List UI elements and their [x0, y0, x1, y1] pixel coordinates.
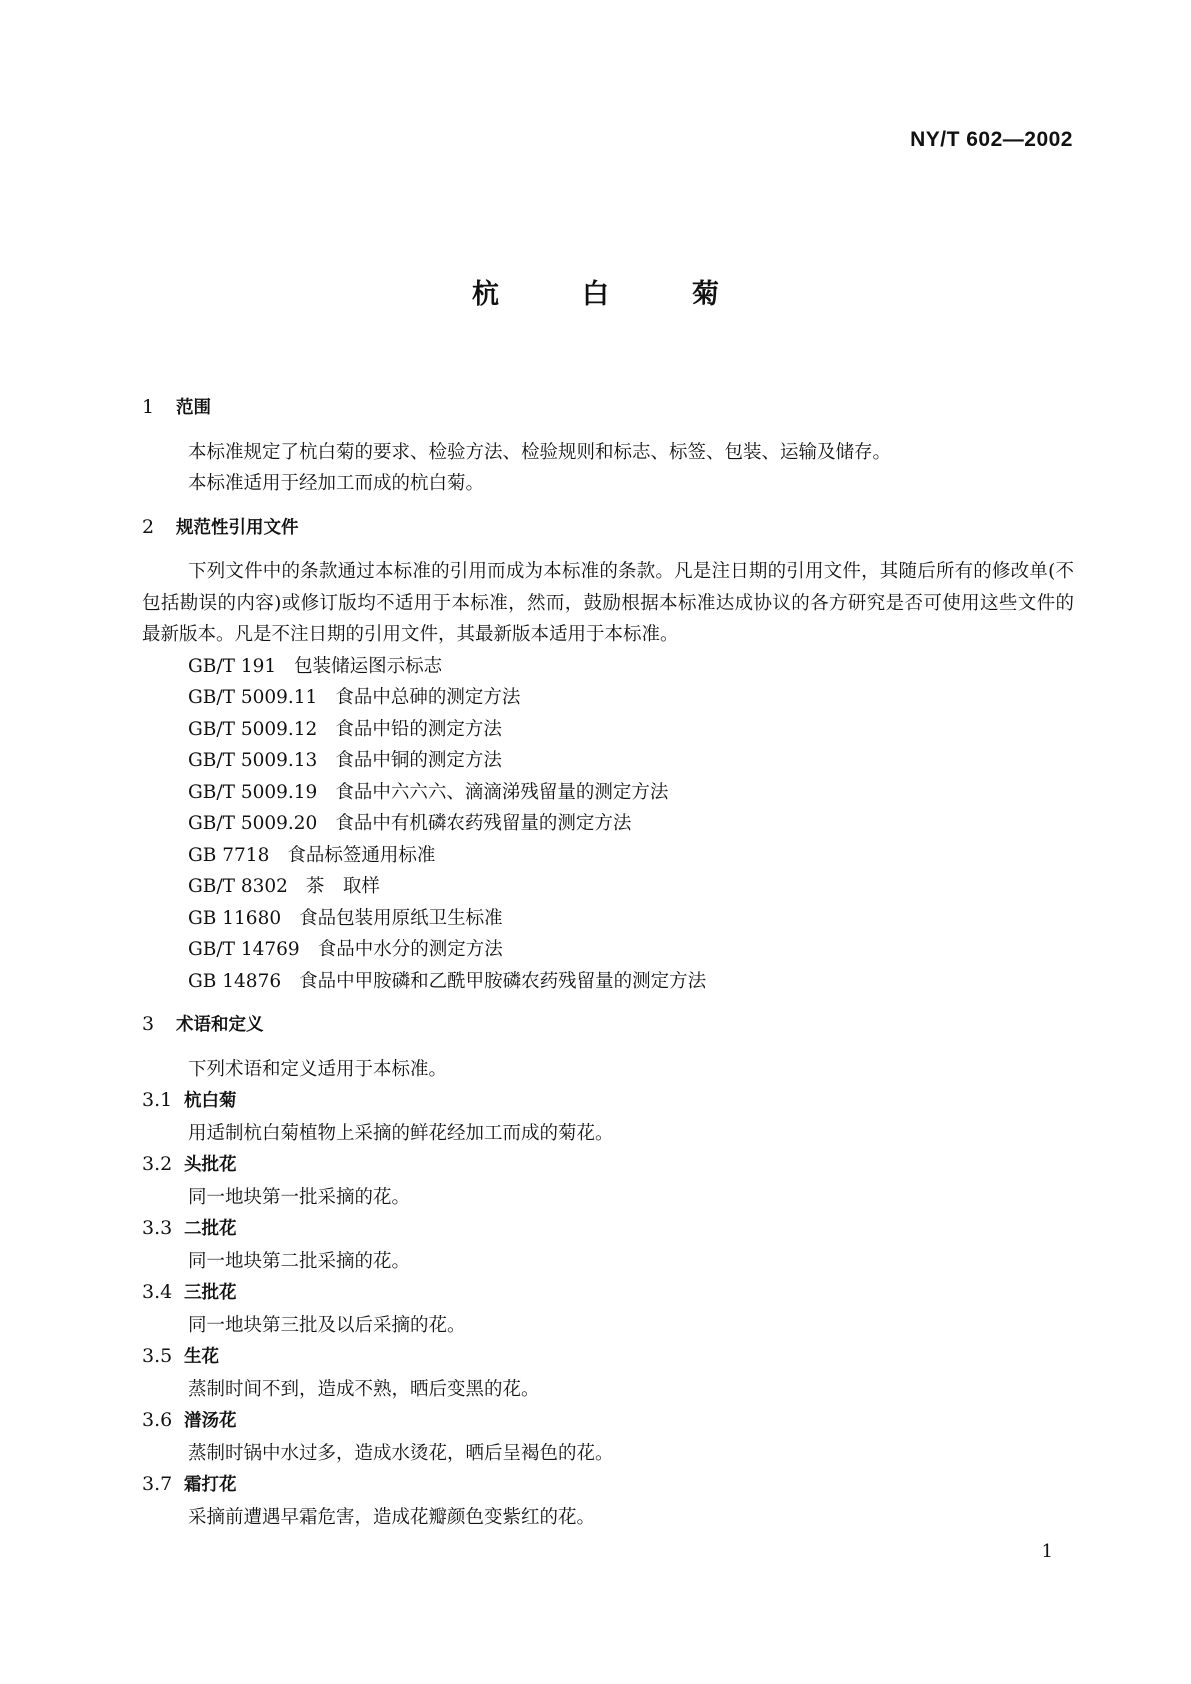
paragraph: 本标准规定了杭白菊的要求、检验方法、检验规则和标志、标签、包装、运输及储存。 [188, 441, 892, 463]
term-number: 3.4 [142, 1281, 173, 1303]
reference-code: GB/T 191 [188, 655, 277, 677]
term-heading [142, 1149, 1074, 1182]
document-title: 杭 白 菊 [472, 279, 747, 310]
term-name: 生花 [184, 1347, 219, 1367]
reference-code: GB/T 5009.11 [188, 687, 318, 708]
reference-item [142, 840, 1074, 872]
term-number: 3.2 [142, 1153, 173, 1175]
reference-title: 食品中六六六、滴滴涕残留量的测定方法 [335, 781, 669, 803]
reference-title: 食品中铅的测定方法 [335, 718, 502, 740]
term-name: 霜打花 [184, 1475, 237, 1495]
reference-item [142, 903, 1074, 935]
reference-code: GB 14876 [188, 970, 282, 992]
reference-item [142, 745, 1074, 777]
reference-list [142, 651, 1074, 998]
reference-title: 食品中甲胺磷和乙酰甲胺磷农药残留量的测定方法 [299, 970, 707, 992]
term-definition: 采摘前遭遇早霜危害，造成花瓣颜色变紫红的花。 [188, 1506, 596, 1528]
term-heading [142, 1277, 1074, 1310]
term-definition: 同一地块第一批采摘的花。 [188, 1186, 411, 1208]
term-number: 3.6 [142, 1409, 173, 1431]
reference-code: GB/T 5009.20 [188, 813, 318, 834]
reference-code: GB 7718 [188, 844, 270, 866]
reference-item [142, 808, 1074, 840]
reference-code: GB/T 5009.12 [188, 718, 318, 740]
section-1-heading [142, 392, 1074, 425]
reference-title: 食品中铜的测定方法 [335, 750, 502, 771]
reference-title: 包装储运图示标志 [294, 655, 443, 677]
term-definition: 用适制杭白菊植物上采摘的鲜花经加工而成的菊花。 [188, 1122, 614, 1144]
term-heading [142, 1085, 1074, 1118]
term-heading [142, 1469, 1074, 1502]
section-number: 3 [142, 1013, 155, 1035]
term-number: 3.3 [142, 1217, 173, 1239]
term-heading [142, 1213, 1074, 1246]
reference-code: GB 11680 [188, 907, 282, 929]
term-name: 头批花 [184, 1155, 237, 1175]
reference-title: 食品中有机磷农药残留量的测定方法 [335, 813, 632, 834]
term-definition: 同一地块第二批采摘的花。 [188, 1250, 411, 1272]
term-number: 3.7 [142, 1473, 173, 1495]
reference-item [142, 934, 1074, 966]
reference-title: 食品包装用原纸卫生标准 [299, 907, 503, 929]
reference-title: 食品中水分的测定方法 [317, 939, 503, 960]
reference-item [142, 871, 1074, 903]
document-body [142, 392, 1074, 1533]
page-number: 1 [1041, 1541, 1053, 1562]
reference-code: GB/T 5009.19 [188, 781, 318, 803]
standard-code: NY/T 602—2002 [910, 128, 1073, 151]
section-title: 规范性引用文件 [176, 517, 299, 538]
term-number: 3.1 [142, 1089, 173, 1111]
section-number: 2 [142, 515, 155, 538]
reference-code: GB/T 8302 [188, 876, 288, 897]
section-title: 术语和定义 [176, 1015, 264, 1035]
term-name: 三批花 [184, 1283, 237, 1303]
reference-item [142, 714, 1074, 746]
term-heading [142, 1341, 1074, 1374]
paragraph: 下列文件中的条款通过本标准的引用而成为本标准的条款。凡是注日期的引用文件，其随后所有的修改单(不包括勘误的内容)或修订版均不适用于本标准，然而，鼓励根据本标准达成协议的各方研究是否可使用这些文件的最新版本。凡是不注日期的引用文件，其最新版本适用于本标准。 [142, 561, 1074, 645]
reference-title: 食品标签通用标准 [287, 844, 436, 866]
term-name: 二批花 [184, 1219, 237, 1239]
term-number: 3.5 [142, 1345, 173, 1367]
reference-item [142, 966, 1074, 998]
section-title: 范围 [176, 398, 211, 418]
paragraph: 本标准适用于经加工而成的杭白菊。 [188, 473, 485, 494]
section-3-heading [142, 1009, 1074, 1042]
section-2-heading [142, 512, 1074, 545]
term-name: 杭白菊 [184, 1091, 237, 1111]
reference-title: 茶 取样 [305, 876, 380, 897]
term-name: 潽汤花 [184, 1411, 237, 1431]
reference-title: 食品中总砷的测定方法 [335, 687, 521, 708]
term-definition: 蒸制时锅中水过多，造成水烫花，晒后呈褐色的花。 [188, 1442, 614, 1464]
term-definition: 同一地块第三批及以后采摘的花。 [188, 1314, 466, 1336]
paragraph: 下列术语和定义适用于本标准。 [188, 1058, 448, 1080]
section-number: 1 [142, 396, 155, 418]
reference-item [142, 651, 1074, 683]
term-definition: 蒸制时间不到，造成不熟，晒后变黑的花。 [188, 1378, 540, 1400]
reference-code: GB/T 5009.13 [188, 750, 318, 771]
reference-code: GB/T 14769 [188, 939, 300, 960]
term-heading [142, 1405, 1074, 1438]
reference-item [142, 777, 1074, 809]
reference-item [142, 682, 1074, 714]
